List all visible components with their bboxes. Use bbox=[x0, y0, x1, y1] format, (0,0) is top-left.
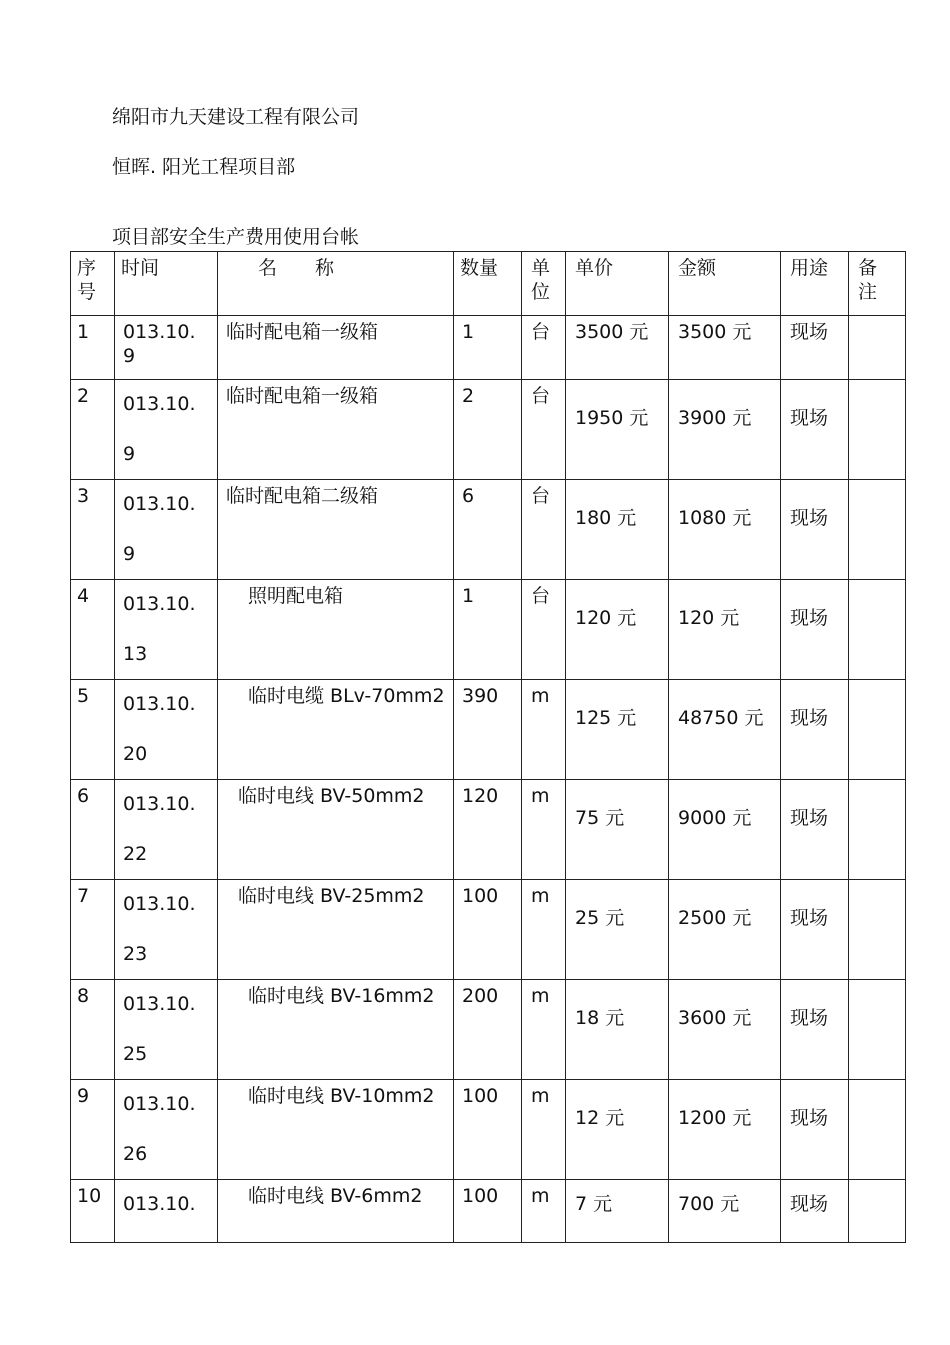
seq-cell: 1 bbox=[71, 316, 115, 380]
table-header-row bbox=[71, 252, 906, 316]
seq-cell: 6 bbox=[71, 780, 115, 880]
unit-cell: m bbox=[522, 1180, 566, 1243]
col-header-usage: 用途 bbox=[781, 252, 849, 316]
usage-cell: 现场 bbox=[781, 480, 849, 580]
table-row bbox=[71, 1180, 906, 1243]
remark-cell bbox=[849, 1180, 906, 1243]
price-cell: 75 元 bbox=[566, 780, 669, 880]
usage-cell: 现场 bbox=[781, 880, 849, 980]
date-cell: 013.10. 20 bbox=[115, 680, 218, 780]
remark-cell bbox=[849, 880, 906, 980]
remark-cell bbox=[849, 1080, 906, 1180]
amount-cell: 3500 元 bbox=[669, 316, 781, 380]
usage-cell: 现场 bbox=[781, 380, 849, 480]
price-cell: 7 元 bbox=[566, 1180, 669, 1243]
amount-cell: 48750 元 bbox=[669, 680, 781, 780]
date-cell: 013.10. 9 bbox=[115, 316, 218, 380]
safety-cost-ledger-table bbox=[70, 251, 906, 1243]
item-name-cell: 临时配电箱二级箱 bbox=[218, 480, 454, 580]
table-row bbox=[71, 1080, 906, 1180]
col-header-time: 时间 bbox=[115, 252, 218, 316]
table-row bbox=[71, 780, 906, 880]
date-cell: 013.10. 22 bbox=[115, 780, 218, 880]
item-name-cell: 临时电缆 BLv-70mm2 bbox=[218, 680, 454, 780]
col-header-remark: 备 注 bbox=[849, 252, 906, 316]
col-header-unit: 单 位 bbox=[522, 252, 566, 316]
table-row bbox=[71, 580, 906, 680]
project-department: 恒晖. 阳光工程项目部 bbox=[112, 156, 296, 178]
price-cell: 120 元 bbox=[566, 580, 669, 680]
remark-cell bbox=[849, 780, 906, 880]
amount-cell: 3600 元 bbox=[669, 980, 781, 1080]
date-cell: 013.10. 26 bbox=[115, 1080, 218, 1180]
item-name-cell: 临时电线 BV-6mm2 bbox=[218, 1180, 454, 1243]
unit-cell: m bbox=[522, 1080, 566, 1180]
col-header-qty: 数量 bbox=[454, 252, 522, 316]
ledger-title: 项目部安全生产费用使用台帐 bbox=[112, 226, 360, 248]
seq-cell: 3 bbox=[71, 480, 115, 580]
remark-cell bbox=[849, 580, 906, 680]
item-name-cell: 临时配电箱一级箱 bbox=[218, 316, 454, 380]
qty-cell: 1 bbox=[454, 580, 522, 680]
item-name-cell: 临时电线 BV-10mm2 bbox=[218, 1080, 454, 1180]
qty-cell: 100 bbox=[454, 1080, 522, 1180]
unit-cell: m bbox=[522, 880, 566, 980]
price-cell: 3500 元 bbox=[566, 316, 669, 380]
qty-cell: 100 bbox=[454, 1180, 522, 1243]
amount-cell: 700 元 bbox=[669, 1180, 781, 1243]
price-cell: 1950 元 bbox=[566, 380, 669, 480]
amount-cell: 1080 元 bbox=[669, 480, 781, 580]
unit-cell: 台 bbox=[522, 480, 566, 580]
remark-cell bbox=[849, 980, 906, 1080]
date-cell: 013.10. 9 bbox=[115, 480, 218, 580]
amount-cell: 3900 元 bbox=[669, 380, 781, 480]
usage-cell: 现场 bbox=[781, 680, 849, 780]
usage-cell: 现场 bbox=[781, 1180, 849, 1243]
unit-cell: 台 bbox=[522, 380, 566, 480]
unit-cell: m bbox=[522, 980, 566, 1080]
qty-cell: 120 bbox=[454, 780, 522, 880]
date-cell: 013.10. 13 bbox=[115, 580, 218, 680]
seq-cell: 2 bbox=[71, 380, 115, 480]
remark-cell bbox=[849, 380, 906, 480]
remark-cell bbox=[849, 680, 906, 780]
unit-cell: 台 bbox=[522, 580, 566, 680]
table-row bbox=[71, 316, 906, 380]
table-row bbox=[71, 980, 906, 1080]
date-cell: 013.10. 25 bbox=[115, 980, 218, 1080]
seq-cell: 10 bbox=[71, 1180, 115, 1243]
col-header-price: 单价 bbox=[566, 252, 669, 316]
unit-cell: m bbox=[522, 680, 566, 780]
qty-cell: 100 bbox=[454, 880, 522, 980]
item-name-cell: 临时配电箱一级箱 bbox=[218, 380, 454, 480]
usage-cell: 现场 bbox=[781, 1080, 849, 1180]
amount-cell: 9000 元 bbox=[669, 780, 781, 880]
col-header-amount: 金额 bbox=[669, 252, 781, 316]
usage-cell: 现场 bbox=[781, 980, 849, 1080]
unit-cell: 台 bbox=[522, 316, 566, 380]
price-cell: 125 元 bbox=[566, 680, 669, 780]
qty-cell: 1 bbox=[454, 316, 522, 380]
price-cell: 180 元 bbox=[566, 480, 669, 580]
qty-cell: 2 bbox=[454, 380, 522, 480]
table-row bbox=[71, 680, 906, 780]
usage-cell: 现场 bbox=[781, 316, 849, 380]
company-name: 绵阳市九天建设工程有限公司 bbox=[112, 106, 360, 128]
item-name-cell: 临时电线 BV-50mm2 bbox=[218, 780, 454, 880]
item-name-cell: 临时电线 BV-25mm2 bbox=[218, 880, 454, 980]
remark-cell bbox=[849, 480, 906, 580]
amount-cell: 120 元 bbox=[669, 580, 781, 680]
seq-cell: 4 bbox=[71, 580, 115, 680]
amount-cell: 2500 元 bbox=[669, 880, 781, 980]
amount-cell: 1200 元 bbox=[669, 1080, 781, 1180]
qty-cell: 200 bbox=[454, 980, 522, 1080]
col-header-seq: 序 号 bbox=[71, 252, 115, 316]
table-row bbox=[71, 880, 906, 980]
unit-cell: m bbox=[522, 780, 566, 880]
usage-cell: 现场 bbox=[781, 580, 849, 680]
item-name-cell: 照明配电箱 bbox=[218, 580, 454, 680]
item-name-cell: 临时电线 BV-16mm2 bbox=[218, 980, 454, 1080]
table-row bbox=[71, 480, 906, 580]
remark-cell bbox=[849, 316, 906, 380]
qty-cell: 390 bbox=[454, 680, 522, 780]
seq-cell: 8 bbox=[71, 980, 115, 1080]
date-cell: 013.10. bbox=[115, 1180, 218, 1243]
price-cell: 12 元 bbox=[566, 1080, 669, 1180]
col-header-name: 名 称 bbox=[218, 252, 454, 316]
date-cell: 013.10. 23 bbox=[115, 880, 218, 980]
qty-cell: 6 bbox=[454, 480, 522, 580]
table-row bbox=[71, 380, 906, 480]
seq-cell: 5 bbox=[71, 680, 115, 780]
seq-cell: 7 bbox=[71, 880, 115, 980]
price-cell: 18 元 bbox=[566, 980, 669, 1080]
price-cell: 25 元 bbox=[566, 880, 669, 980]
seq-cell: 9 bbox=[71, 1080, 115, 1180]
usage-cell: 现场 bbox=[781, 780, 849, 880]
date-cell: 013.10. 9 bbox=[115, 380, 218, 480]
